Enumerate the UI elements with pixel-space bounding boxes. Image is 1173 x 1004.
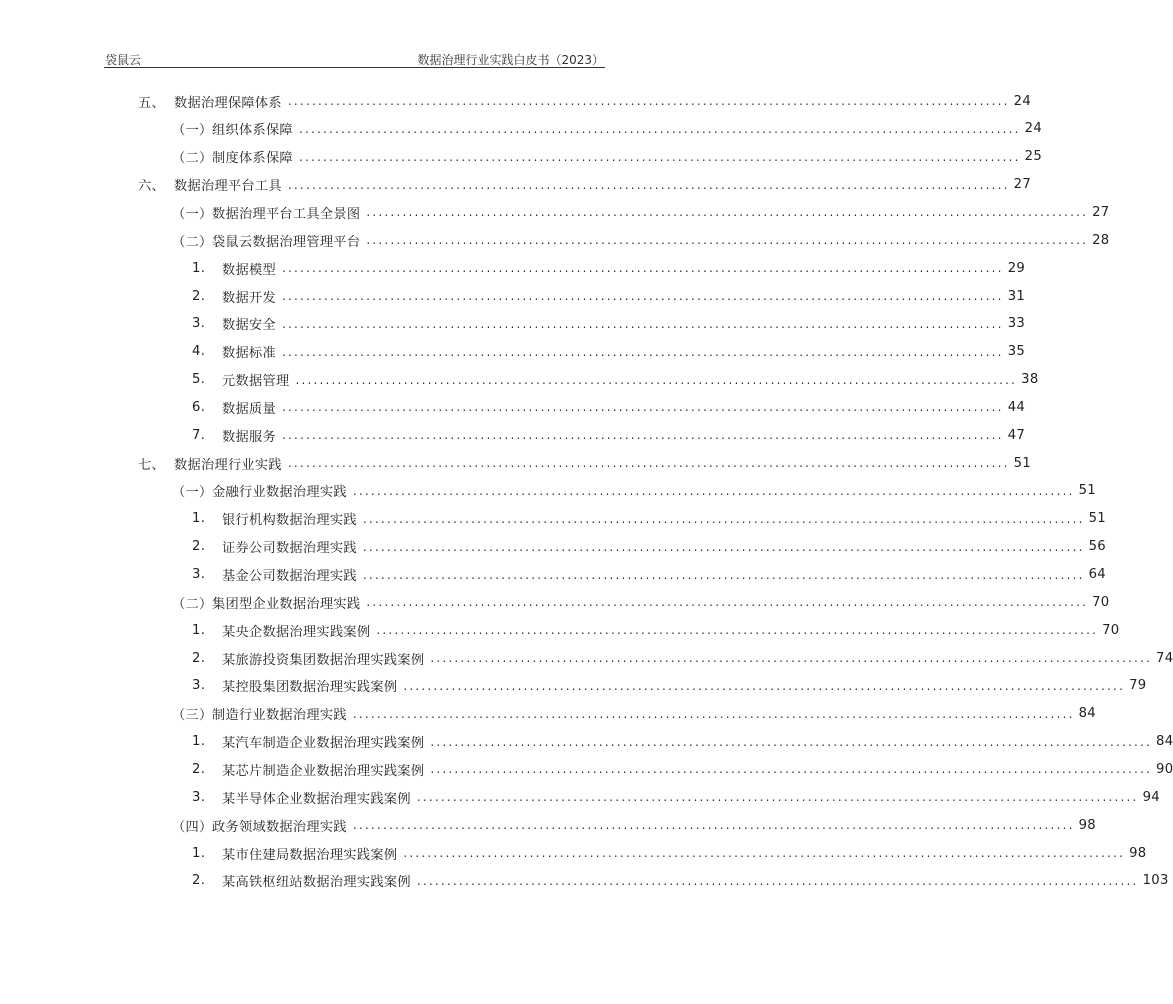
toc-entry-number: （二） — [172, 151, 213, 167]
toc-entry-number: 6. — [192, 399, 206, 415]
toc-entry-page-number: 74 — [1156, 650, 1173, 666]
toc-entry-title: 某芯片制造企业数据治理实践案例 — [222, 763, 425, 779]
toc-entry-number: 七、 — [138, 457, 165, 473]
toc-dot-leader: ........................................................................................................................ — [403, 846, 1126, 860]
toc-entry[interactable] — [172, 119, 1043, 139]
toc-entry[interactable] — [192, 648, 1173, 668]
toc-entry-title: 某高铁枢纽站数据治理实践案例 — [222, 875, 411, 891]
toc-entry-number: （一） — [172, 206, 213, 222]
toc-entry[interactable] — [172, 704, 1096, 724]
toc-entry[interactable] — [138, 453, 1032, 473]
toc-entry[interactable] — [192, 314, 1026, 334]
toc-entry-page-number: 29 — [1007, 260, 1026, 276]
page-header — [0, 0, 710, 70]
toc-dot-leader: ........................................................................................................................ — [281, 316, 1004, 331]
toc-entry-number: 1. — [192, 260, 206, 276]
toc-dot-leader: ........................................................................................................................ — [362, 539, 1085, 554]
toc-entry-page-number: 90 — [1156, 761, 1173, 777]
toc-entry-page-number: 84 — [1156, 734, 1173, 750]
toc-entry-page-number: 51 — [1088, 511, 1106, 527]
toc-entry-title: 某汽车制造企业数据治理实践案例 — [222, 736, 425, 752]
toc-entry-page-number: 70 — [1102, 622, 1120, 638]
toc-entry-title: 金融行业数据治理实践 — [212, 485, 347, 501]
toc-dot-leader: ........................................................................................................................ — [281, 289, 1004, 303]
toc-entry[interactable] — [192, 565, 1106, 585]
toc-entry-title: 数据开发 — [222, 290, 276, 306]
toc-entry-page-number: 98 — [1129, 845, 1147, 861]
toc-entry-number: 3. — [192, 567, 206, 582]
toc-entry-page-number: 70 — [1092, 594, 1110, 610]
toc-entry-title: 制造行业数据治理实践 — [212, 708, 347, 724]
toc-entry-page-number: 51 — [1078, 483, 1096, 499]
toc-entry[interactable] — [138, 91, 1032, 111]
toc-entry-page-number: 79 — [1129, 678, 1147, 694]
toc-dot-leader: ........................................................................................................................ — [416, 790, 1139, 805]
toc-entry-title: 制度体系保障 — [212, 151, 293, 167]
toc-entry-page-number: 24 — [1013, 93, 1032, 109]
toc-entry-title: 集团型企业数据治理实践 — [212, 596, 361, 612]
toc-entry-title: 某旅游投资集团数据治理实践案例 — [222, 652, 425, 668]
toc-entry-number: 5. — [192, 372, 206, 387]
toc-entry-title: 元数据管理 — [222, 374, 290, 389]
toc-entry-number: 2. — [192, 761, 206, 777]
toc-entry-number: 2. — [192, 650, 206, 666]
toc-entry-number: 1. — [192, 734, 206, 750]
toc-entry-title: 某央企数据治理实践案例 — [222, 624, 371, 640]
toc-dot-leader: ........................................................................................................................ — [281, 344, 1004, 359]
toc-entry-title: 某控股集团数据治理实践案例 — [222, 680, 398, 696]
toc-entry-number: （二） — [172, 596, 213, 612]
toc-entry-title: 数据治理平台工具 — [174, 179, 282, 195]
toc-dot-leader: ........................................................................................................................ — [416, 873, 1139, 888]
toc-entry[interactable] — [192, 342, 1026, 362]
toc-entry[interactable] — [192, 620, 1120, 640]
toc-entry-number: 1. — [192, 622, 206, 638]
toc-entry[interactable] — [172, 592, 1110, 612]
toc-entry[interactable] — [192, 509, 1106, 529]
toc-dot-leader: ........................................................................................................................ — [352, 483, 1075, 498]
toc-entry-title: 证券公司数据治理实践 — [222, 541, 357, 557]
toc-entry-number: （一） — [172, 485, 213, 501]
toc-entry-page-number: 94 — [1142, 789, 1160, 805]
toc-entry[interactable] — [192, 787, 1160, 807]
toc-entry-number: 1. — [192, 511, 206, 527]
toc-entry-page-number: 103 — [1142, 873, 1169, 889]
toc-entry-title: 数据标准 — [222, 346, 276, 362]
toc-entry-number: 六、 — [138, 179, 165, 195]
toc-entry[interactable] — [192, 286, 1026, 306]
toc-entry-title: 袋鼠云数据治理管理平台 — [212, 234, 361, 250]
toc-dot-leader: ........................................................................................................................ — [295, 372, 1018, 387]
toc-dot-leader: ........................................................................................................................ — [430, 651, 1153, 665]
toc-entry-number: 3. — [192, 316, 206, 332]
toc-entry-number: 2. — [192, 288, 206, 304]
toc-entry[interactable] — [192, 397, 1026, 417]
toc-entry-page-number: 27 — [1013, 177, 1032, 193]
toc-dot-leader: ........................................................................................................................ — [281, 261, 1004, 276]
toc-entry-page-number: 44 — [1007, 399, 1026, 415]
toc-entry-number: 4. — [192, 344, 206, 360]
toc-entry[interactable] — [192, 676, 1147, 696]
toc-entry-page-number: 25 — [1024, 149, 1043, 165]
toc-entry-title: 基金公司数据治理实践 — [222, 569, 357, 584]
toc-entry[interactable] — [192, 370, 1039, 390]
toc-dot-leader: ........................................................................................................................ — [281, 400, 1004, 415]
toc-entry-title: 数据服务 — [222, 429, 276, 445]
toc-entry-number: 3. — [192, 678, 206, 694]
toc-entry-title: 某市住建局数据治理实践案例 — [222, 847, 398, 863]
toc-entry[interactable] — [172, 481, 1096, 501]
toc-entry-page-number: 98 — [1078, 817, 1096, 833]
header-document-title: 数据治理行业实践白皮书（2023） — [417, 53, 604, 67]
toc-dot-leader: ........................................................................................................................ — [287, 177, 1010, 192]
toc-dot-leader: ........................................................................................................................ — [366, 205, 1089, 220]
toc-entry-title: 数据质量 — [222, 401, 276, 417]
toc-entry-title: 组织体系保障 — [212, 123, 293, 139]
toc-entry-page-number: 33 — [1007, 316, 1026, 332]
toc-entry-title: 数据治理平台工具全景图 — [212, 206, 361, 222]
toc-entry-title: 数据治理保障体系 — [174, 95, 282, 111]
header-divider — [104, 67, 605, 68]
toc-dot-leader: ........................................................................................................................ — [430, 734, 1153, 749]
toc-entry-number: 1. — [192, 845, 206, 861]
toc-entry[interactable] — [192, 732, 1173, 752]
toc-entry-title: 数据治理行业实践 — [174, 457, 282, 473]
toc-entry-title: 某半导体企业数据治理实践案例 — [222, 791, 411, 807]
toc-dot-leader: ........................................................................................................................ — [403, 678, 1126, 693]
toc-dot-leader: ........................................................................................................................ — [366, 595, 1089, 610]
toc-dot-leader: ........................................................................................................................ — [298, 149, 1021, 164]
toc-dot-leader: ........................................................................................................................ — [298, 121, 1021, 136]
toc-entry[interactable] — [192, 843, 1147, 863]
toc-entry-title: 银行机构数据治理实践 — [222, 513, 357, 529]
toc-entry[interactable] — [192, 537, 1106, 557]
toc-entry-number: （三） — [172, 708, 213, 724]
toc-dot-leader: ........................................................................................................................ — [287, 456, 1010, 471]
toc-entry[interactable] — [172, 202, 1110, 222]
toc-entry-page-number: 64 — [1088, 567, 1106, 582]
toc-entry-page-number: 84 — [1078, 706, 1096, 722]
toc-entry[interactable] — [192, 425, 1026, 445]
toc-dot-leader: ........................................................................................................................ — [366, 233, 1089, 248]
toc-entry-title: 数据安全 — [222, 318, 276, 334]
toc-entry-page-number: 56 — [1088, 539, 1106, 555]
toc-dot-leader: ........................................................................................................................ — [376, 623, 1099, 638]
toc-dot-leader: ........................................................................................................................ — [362, 567, 1085, 582]
toc-entry-number: 2. — [192, 873, 206, 889]
toc-entry[interactable] — [192, 258, 1026, 278]
toc-entry-number: 2. — [192, 539, 206, 555]
toc-dot-leader: ........................................................................................................................ — [287, 94, 1010, 108]
toc-entry-number: 五、 — [138, 95, 165, 111]
toc-entry[interactable] — [138, 175, 1032, 195]
toc-entry-page-number: 47 — [1007, 427, 1026, 443]
toc-dot-leader: ........................................................................................................................ — [352, 818, 1075, 833]
toc-entry-page-number: 24 — [1024, 121, 1043, 137]
toc-dot-leader: ........................................................................................................................ — [362, 511, 1085, 526]
toc-dot-leader: ........................................................................................................................ — [281, 428, 1004, 443]
toc-entry-page-number: 35 — [1007, 344, 1026, 360]
toc-entry-title: 数据模型 — [222, 262, 276, 278]
toc-entry-page-number: 31 — [1007, 288, 1026, 304]
toc-entry-number: 3. — [192, 789, 206, 805]
toc-entry-number: （一） — [172, 123, 213, 139]
toc-entry-page-number: 38 — [1021, 372, 1039, 387]
toc-entry[interactable] — [192, 759, 1173, 779]
toc-entry-title: 政务领域数据治理实践 — [212, 819, 347, 835]
toc-entry-number: （二） — [172, 234, 213, 250]
toc-entry[interactable] — [172, 815, 1096, 835]
toc-dot-leader: ........................................................................................................................ — [352, 706, 1075, 721]
toc-dot-leader: ........................................................................................................................ — [430, 762, 1153, 777]
toc-entry[interactable] — [172, 230, 1110, 250]
toc-entry-page-number: 28 — [1092, 232, 1110, 248]
toc-entry-page-number: 27 — [1092, 204, 1110, 220]
toc-entry[interactable] — [172, 147, 1043, 167]
toc-entry-number: （四） — [172, 819, 213, 835]
toc-entry-number: 7. — [192, 427, 206, 443]
toc-entry-page-number: 51 — [1013, 455, 1032, 471]
toc-entry[interactable] — [192, 871, 1169, 891]
header-company-name: 袋鼠云 — [105, 53, 142, 67]
